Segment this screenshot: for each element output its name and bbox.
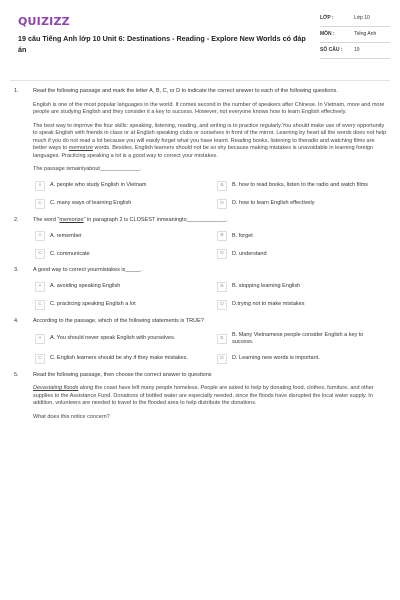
option-text: C. English learners should be shy if they make mistakes. xyxy=(50,355,188,362)
option-text: C. practicing speaking English a lot xyxy=(50,301,136,308)
option-d[interactable] xyxy=(217,354,390,364)
option-letter-box: B xyxy=(217,231,227,241)
option-text: B. stopping learning English xyxy=(232,283,301,290)
passage-paragraph: English is one of the most popular languages in the world. It comes second in the number of speakers after Chinese. In Vietnam, more and more people are studying English and they consider it a key to success. However, not everyone knows how to learn English effectively. xyxy=(33,101,385,115)
meta-value: 19 xyxy=(354,47,360,53)
question-5 xyxy=(0,372,400,422)
option-letter-box: C xyxy=(35,300,45,310)
option-letter-box: C xyxy=(35,249,45,259)
option-c[interactable] xyxy=(35,249,217,259)
option-text: B. forget xyxy=(232,232,253,239)
header-divider xyxy=(10,80,390,81)
meta-panel xyxy=(320,14,390,62)
option-text: A. remember xyxy=(50,232,82,239)
meta-value: Tiếng Anh xyxy=(354,31,377,37)
question-number: 3. xyxy=(14,267,19,273)
question-number: 2. xyxy=(14,216,19,223)
question-prompt: Read the following passage and mark the letter A, B, C, or D to indicate the correct answer to each of the following questions. xyxy=(33,88,338,94)
option-d[interactable] xyxy=(217,249,390,259)
question-prompt: A good way to correct yourmistakes is_____. xyxy=(33,267,143,273)
option-letter-box: B xyxy=(217,282,227,292)
option-letter-box: C xyxy=(35,199,45,209)
question-number: 4. xyxy=(14,317,19,324)
option-text: A. people who study English in Vietnam xyxy=(50,182,147,189)
meta-label: MÔN : xyxy=(320,31,335,37)
option-letter-box: D xyxy=(217,300,227,310)
meta-value: Lớp 10 xyxy=(354,15,370,21)
option-letter-box: B xyxy=(217,181,227,191)
option-b[interactable] xyxy=(217,332,390,346)
question-prompt xyxy=(33,217,388,225)
passage-text: The best way to improve the four skills: speaking, listening, reading, and writing is to practice regularly.You should make use of every opportunity to speak English with friends in class or at English speaking clubs or ourselves in front of the mirror. Learning by heart all the words does not help much if you do not read a lot because you will easily forget what you have learnt. Reading books, listening to theradio and watching films are better ways to xyxy=(33,122,387,151)
option-text: C. communicate xyxy=(50,250,90,257)
option-text: D. Learning new words is important. xyxy=(232,355,320,362)
answer-options xyxy=(35,231,390,259)
option-b[interactable] xyxy=(217,282,390,292)
option-letter-box: C xyxy=(35,354,45,364)
option-b[interactable] xyxy=(217,181,390,191)
page-title: 19 câu Tiếng Anh lớp 10 Unit 6: Destinations - Reading - Explore New Worlds có đáp án xyxy=(18,34,306,54)
question-3 xyxy=(0,267,400,310)
option-c[interactable] xyxy=(35,199,217,209)
underlined-word: memorize xyxy=(68,145,93,151)
meta-question-count xyxy=(320,46,390,59)
question-prompt: According to the passage, which of the following statements is TRUE? xyxy=(33,317,204,324)
quizizz-logo: QUIZIZZ xyxy=(18,15,70,28)
passage-question: What does this notice concern? xyxy=(33,413,110,420)
passage-question: The passage ismainlyabout_____________. xyxy=(33,166,142,172)
answer-options xyxy=(35,332,390,364)
option-letter-box: A xyxy=(35,282,45,292)
option-a[interactable] xyxy=(35,181,217,191)
answer-options xyxy=(35,181,390,209)
question-prompt: Read the following passage, then choose the correct answer to questions xyxy=(33,371,212,378)
option-text: A. You should never speak English with yourselves. xyxy=(50,335,176,342)
page-header xyxy=(0,0,400,75)
option-text: A. avoiding speaking English xyxy=(50,283,121,290)
underlined-phrase: Devastating floods xyxy=(33,385,79,392)
question-number: 5. xyxy=(14,371,19,378)
option-text: D.trying not to make mistakes xyxy=(232,301,305,308)
prompt-text: " in paragraph 2 is CLOSEST inmeaningto_____________. xyxy=(83,216,228,223)
underlined-word: memorize xyxy=(59,216,84,223)
option-c[interactable] xyxy=(35,354,217,364)
passage-paragraph xyxy=(33,385,388,408)
question-1 xyxy=(0,88,400,209)
option-text: D. how to learn English effectively xyxy=(232,200,315,207)
option-a[interactable] xyxy=(35,282,217,292)
option-text: B. Many Vietnamese people consider English a key to success. xyxy=(232,332,364,345)
option-letter-box: A xyxy=(35,334,45,344)
option-a[interactable] xyxy=(35,231,217,241)
meta-label: LỚP : xyxy=(320,15,334,21)
question-4 xyxy=(0,318,400,364)
option-letter-box: B xyxy=(217,334,227,344)
passage-paragraph xyxy=(33,123,388,161)
answer-options xyxy=(35,282,390,310)
meta-subject xyxy=(320,30,390,43)
option-c[interactable] xyxy=(35,300,217,310)
option-b[interactable] xyxy=(217,231,390,241)
meta-class xyxy=(320,14,390,27)
option-letter-box: D xyxy=(217,249,227,259)
option-a[interactable] xyxy=(35,334,217,344)
option-letter-box: A xyxy=(35,181,45,191)
option-letter-box: A xyxy=(35,231,45,241)
meta-label: SỐ CÂU : xyxy=(320,47,343,53)
question-list xyxy=(0,88,400,429)
passage-text: words. Besides, English learners should not be so shy because making mistakes is unavoidable in learning foreign languages. Practicing speaking a lot is a good way to correct your mistakes. xyxy=(33,145,373,159)
option-d[interactable] xyxy=(217,199,390,209)
question-2 xyxy=(0,217,400,260)
option-letter-box: D xyxy=(217,354,227,364)
question-number: 1. xyxy=(14,88,19,94)
option-text: C. many ways of learning English xyxy=(50,200,132,207)
option-text: B. how to read books, listen to the radio and watch films xyxy=(232,182,369,189)
option-letter-box: D xyxy=(217,199,227,209)
passage-text: along the coast have left many people homeless. People are asked to help by donating food, clothes, furniture, and other supplies to the Assistance Fund. Donations of bottled water are especially needed, since the floods have disrupted the local water supply. In addition, volunteers are needed to travel to the flooded area to help distribute the donations. xyxy=(33,385,374,407)
option-d[interactable] xyxy=(217,300,390,310)
option-text: D. understand xyxy=(232,250,267,257)
prompt-text: The word " xyxy=(33,216,60,223)
